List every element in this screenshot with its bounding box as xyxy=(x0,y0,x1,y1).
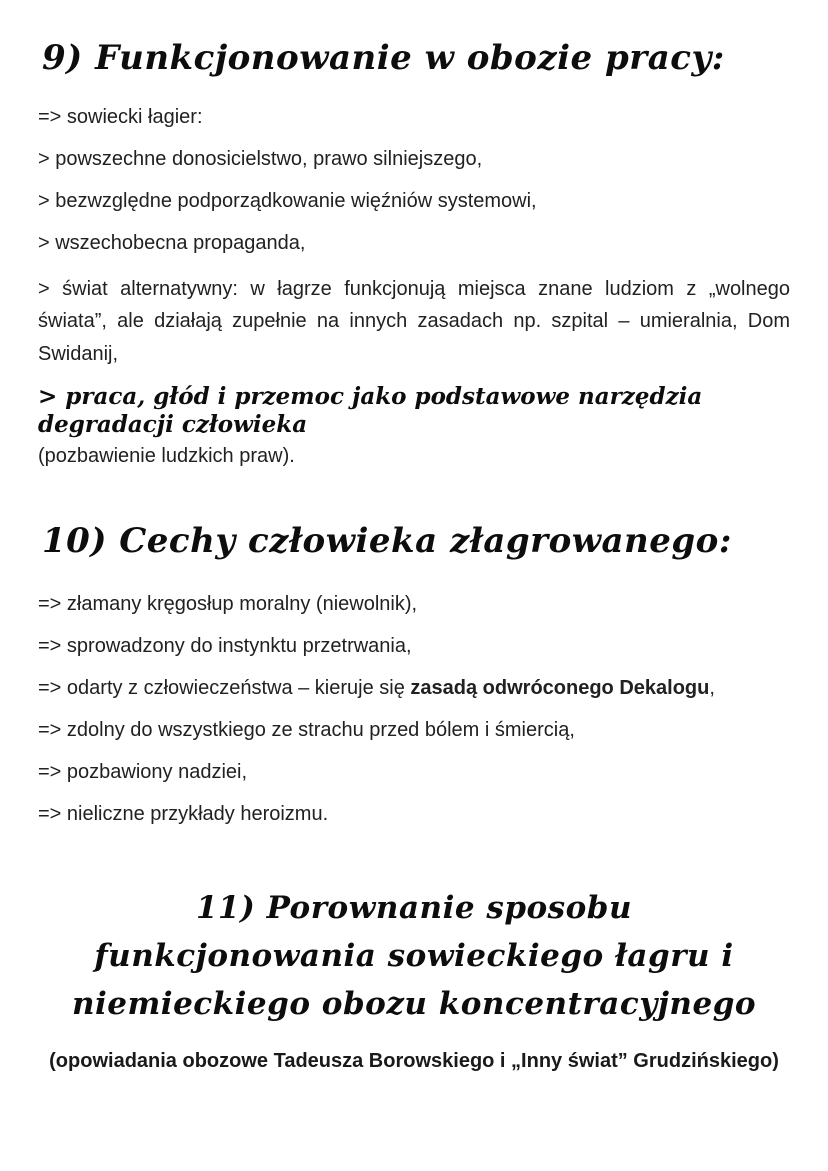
section-10-item-przyklady-heroizmu: => nieliczne przykłady heroizmu. xyxy=(38,802,329,825)
section-9-note-pozbawienie-praw: (pozbawienie ludzkich praw). xyxy=(38,445,295,468)
section-10-item-odwrocony-dekalog xyxy=(38,676,790,700)
section-9-line-propaganda: > wszechobecna propaganda, xyxy=(38,231,306,254)
section-11-heading: 11) Porownanie sposobu funkcjonowania sowieckiego łagru i niemieckiego obozu koncentracyjnego xyxy=(71,889,757,1022)
section-10-item-instynkt-przetrwania: => sprowadzony do instynktu przetrwania, xyxy=(38,634,412,657)
section-9-line-soviet-lagier: => sowiecki łagier: xyxy=(38,105,203,128)
section-10-item-zlamany-kregoslup: => złamany kręgosłup moralny (niewolnik), xyxy=(38,592,418,615)
section-10-item-pozbawiony-nadziei: => pozbawiony nadziei, xyxy=(38,760,248,783)
section-10-heading: 10) Cechy człowieka złagrowanego: xyxy=(42,521,732,562)
section-10-item-strach-przed-bolem: => zdolny do wszystkiego ze strachu przed bólem i śmiercią, xyxy=(38,718,575,741)
text-before-bold: => odarty z człowieczeństwa – kieruje się xyxy=(38,676,411,699)
section-9-line-donosicielstwo: > powszechne donosicielstwo, prawo silniejszego, xyxy=(38,147,483,170)
text-after-bold: , xyxy=(709,676,715,699)
section-11-subtitle: (opowiadania obozowe Tadeusza Borowskiego i „Inny świat” Grudzińskiego) xyxy=(49,1050,779,1073)
section-9-heading: 9) Funkcjonowanie w obozie pracy: xyxy=(42,38,725,78)
section-9-script-line-praca-glod-przemoc: > praca, głód i przemoc jako podstawowe narzędzia degradacji człowieka xyxy=(38,382,703,439)
section-9-paragraph-swiat-alternatywny: > świat alternatywny: w łagrze funkcjonują miejsca znane ludziom z „wolnego świata”, ale działają zupełnie na innych zasadach np. szpital – umieralnia, Dom Swidanij, xyxy=(38,277,790,365)
section-9-line-podporzadkowanie: > bezwzględne podporządkowanie więźniów systemowi, xyxy=(38,189,537,212)
bold-text-odwrocony-dekalog: zasadą odwróconego Dekalogu xyxy=(410,676,710,699)
